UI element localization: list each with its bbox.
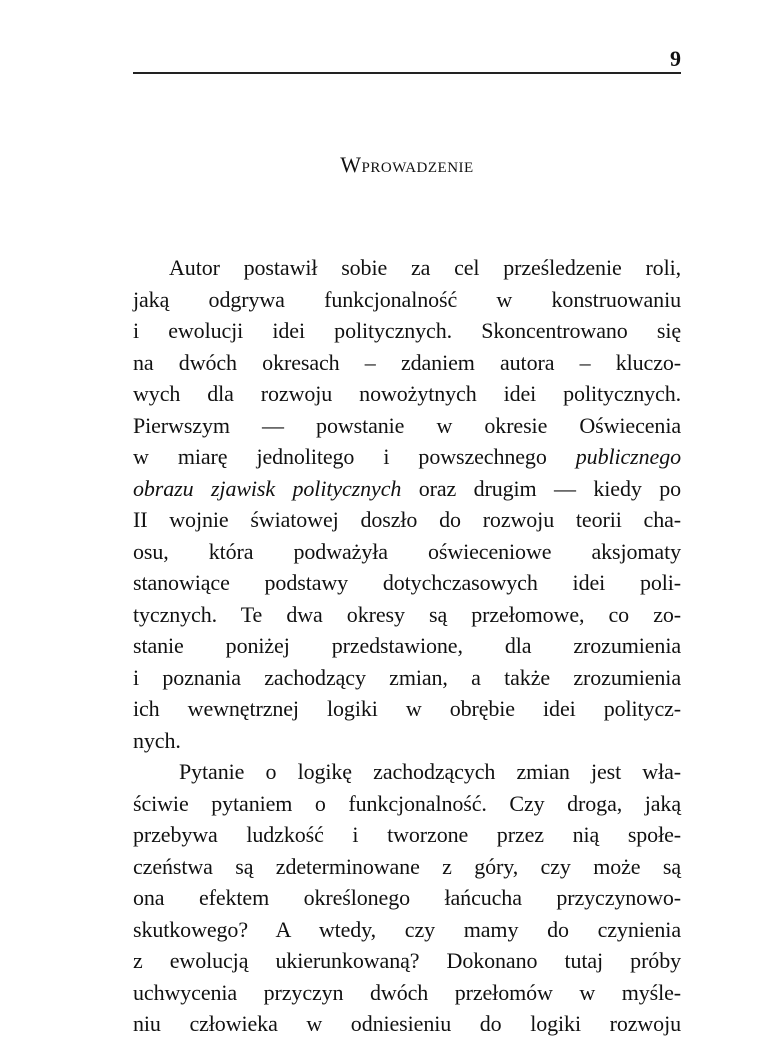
text-line: i poznania zachodzący zmian, a także zrozumienia (133, 664, 681, 690)
text-line: II wojnie światowej doszło do rozwoju teorii cha- (133, 507, 681, 532)
italic-phrase: publicznego (575, 444, 681, 469)
text-line: z ewolucją ukierunkowaną? Dokonano tutaj próby (133, 948, 681, 973)
text-line: stanie poniżej przedstawione, dla zrozumienia (133, 633, 681, 658)
text-line: Autor postawił sobie za cel prześledzenie roli, (169, 255, 681, 280)
text-line: uchwycenia przyczyn dwóch przełomów w myśle- (133, 979, 681, 1005)
text-line: tycznych. Te dwa okresy są przełomowe, co zo- (133, 601, 681, 627)
text-line-mixed (133, 441, 681, 473)
text-line: wych dla rozwoju nowożytnych idei politycznych. (133, 381, 681, 406)
body-text (133, 252, 681, 1040)
text-line: ściwie pytaniem o funkcjonalność. Czy droga, jaką (133, 790, 681, 816)
text-line: osu, która podważyła oświeceniowe aksjomaty (133, 538, 681, 564)
text-line: nych. (133, 727, 181, 753)
text-line: przebywa ludzkość i tworzone przez nią społe- (133, 822, 681, 847)
text-line: na dwóch okresach – zdaniem autora – kluczo- (133, 349, 681, 375)
text-line: Pytanie o logikę zachodzących zmian jest wła- (179, 759, 681, 784)
chapter-title: Wprowadzenie (340, 152, 474, 177)
text-line: stanowiące podstawy dotychczasowych idei poli- (133, 570, 681, 595)
italic-phrase: obrazu zjawisk politycznych (133, 475, 402, 501)
text-line: skutkowego? A wtedy, czy mamy do czynienia (133, 916, 681, 942)
text-segment: oraz drugim — kiedy po (418, 475, 681, 501)
text-line: czeństwa są zdeterminowane z góry, czy może są (133, 853, 681, 879)
page-number: 9 (670, 46, 681, 71)
text-line: jaką odgrywa funkcjonalność w konstruowaniu (133, 286, 681, 312)
text-segment: w miarę jednolitego i powszechnego (133, 444, 547, 469)
text-line: Pierwszym — powstanie w okresie Oświecenia (133, 412, 681, 438)
text-line: ona efektem określonego łańcucha przyczynowo- (133, 885, 681, 910)
header-rule (133, 72, 681, 74)
text-line-mixed (133, 473, 681, 505)
text-line: niu człowieka w odniesieniu do logiki rozwoju (133, 1011, 681, 1036)
text-line: ich wewnętrznej logiki w obrębie idei politycz- (133, 696, 681, 721)
text-line: i ewolucji idei politycznych. Skoncentrowano się (133, 318, 681, 343)
